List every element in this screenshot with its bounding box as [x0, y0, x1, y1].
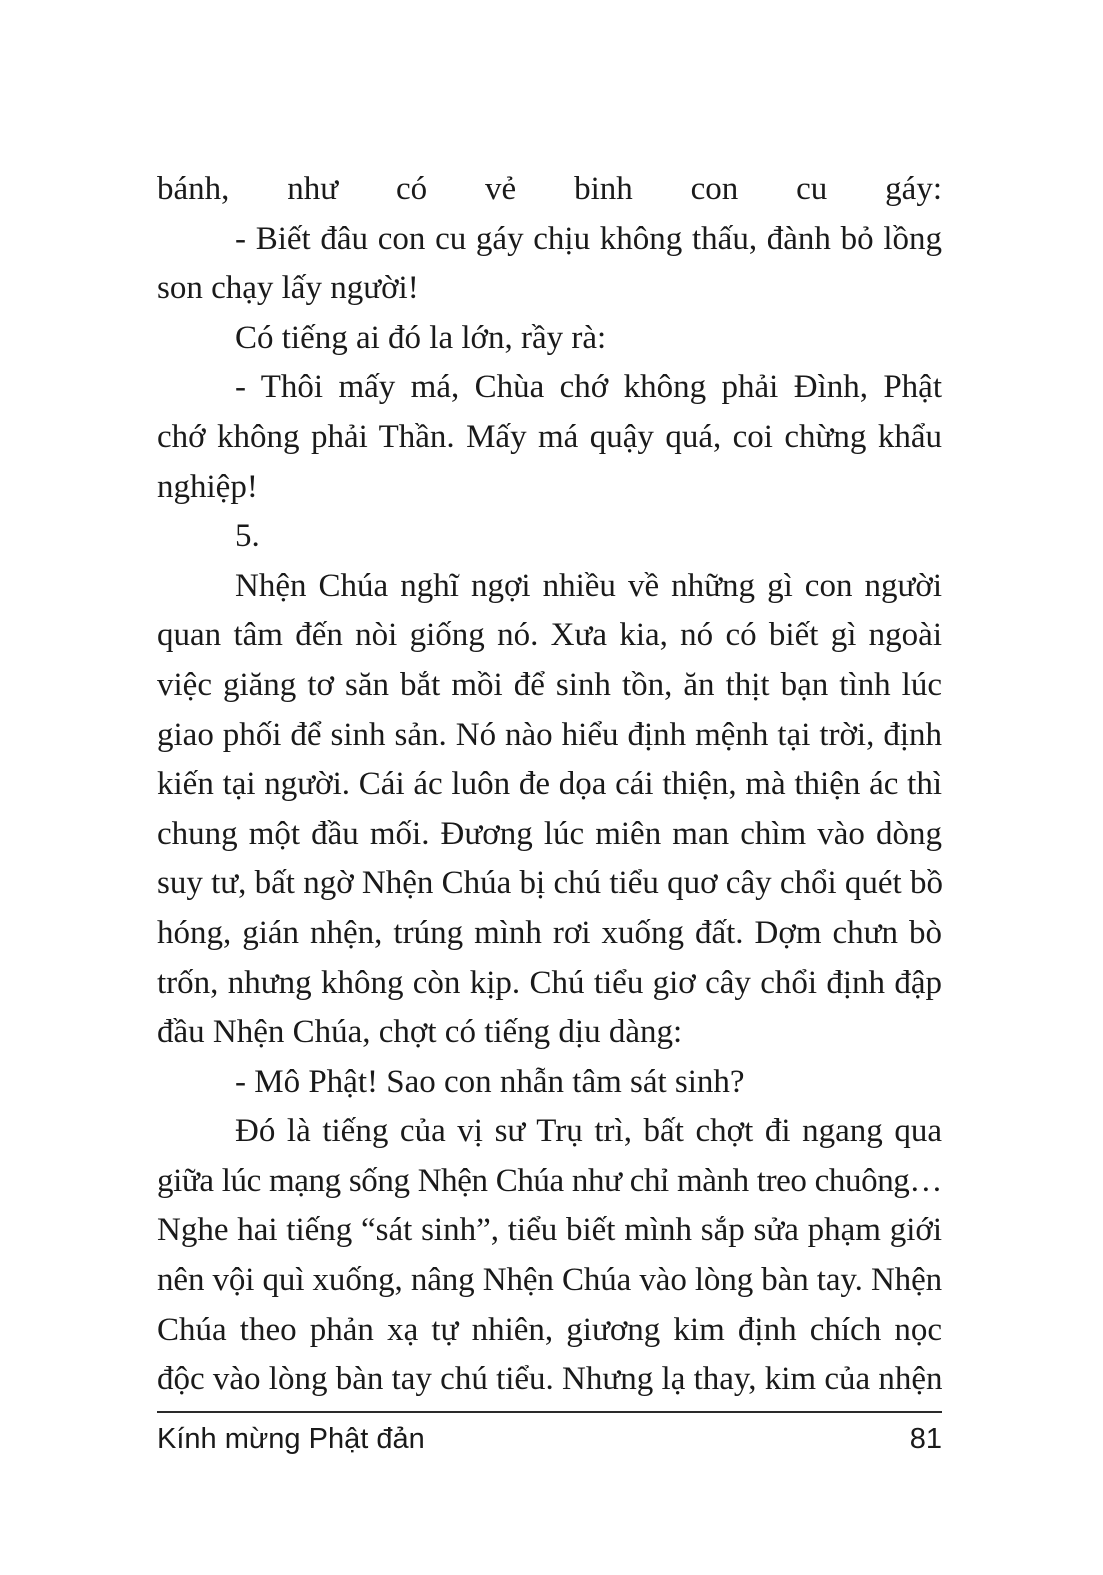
text-line: đầu Nhện Chúa, chợt có tiếng dịu dàng: [157, 1014, 683, 1051]
text-line: son chạy lấy người! [157, 270, 419, 307]
page-number: 81 [909, 1423, 942, 1455]
text-line: kiến tại người. Cái ác luôn đe dọa cái thiện, mà thiện ác thì [157, 766, 942, 803]
page-footer [157, 1419, 942, 1459]
text-line: độc vào lòng bàn tay chú tiểu. Nhưng lạ thay, kim của nhện [157, 1361, 943, 1398]
text-line: Chúa theo phản xạ tự nhiên, giương kim định chích nọc [157, 1311, 942, 1348]
text-line: suy tư, bất ngờ Nhện Chúa bị chú tiểu quơ cây chổi quét bồ [157, 865, 943, 902]
text-line: - Thôi mấy má, Chùa chớ không phải Đình, Phật [235, 369, 942, 406]
body-text [157, 165, 942, 1405]
text-line: trốn, nhưng không còn kịp. Chú tiểu giơ cây chổi định đập [157, 964, 942, 1001]
footer-divider [157, 1411, 942, 1413]
text-line: việc giăng tơ săn bắt mồi để sinh tồn, ăn thịt bạn tình lúc [157, 666, 942, 703]
text-line: Có tiếng ai đó la lớn, rầy rà: [235, 319, 607, 356]
text-line: Đó là tiếng của vị sư Trụ trì, bất chợt đi ngang qua [235, 1113, 942, 1150]
text-line: quan tâm đến nòi giống nó. Xưa kia, nó có biết gì ngoài [157, 617, 942, 654]
text-line: giao phối để sinh sản. Nó nào hiểu định mệnh tại trời, định [157, 716, 942, 753]
text-line: nghiệp! [157, 468, 258, 505]
text-line: hóng, gián nhện, trúng mình rơi xuống đất. Dợm chưn bò [157, 914, 942, 951]
text-line: chung một đầu mối. Đương lúc miên man chìm vào dòng [157, 815, 942, 852]
text-line: bánh, như có vẻ binh con cu gáy: [157, 171, 942, 207]
text-line: giữa lúc mạng sống Nhện Chúa như chỉ mành treo chuông… [157, 1162, 942, 1199]
text-line: Nhện Chúa nghĩ ngợi nhiều về những gì con người [235, 567, 942, 604]
section-number: 5. [235, 518, 260, 555]
text-line: nên vội quì xuống, nâng Nhện Chúa vào lòng bàn tay. Nhện [157, 1262, 943, 1299]
running-title: Kính mừng Phật đản [157, 1423, 425, 1455]
text-line: chớ không phải Thần. Mấy má quậy quá, coi chừng khẩu [157, 418, 942, 455]
text-line: - Mô Phật! Sao con nhẫn tâm sát sinh? [235, 1063, 745, 1100]
text-line: Nghe hai tiếng “sát sinh”, tiểu biết mình sắp sửa phạm giới [157, 1212, 942, 1249]
text-line: - Biết đâu con cu gáy chịu không thấu, đành bỏ lồng [235, 220, 942, 257]
